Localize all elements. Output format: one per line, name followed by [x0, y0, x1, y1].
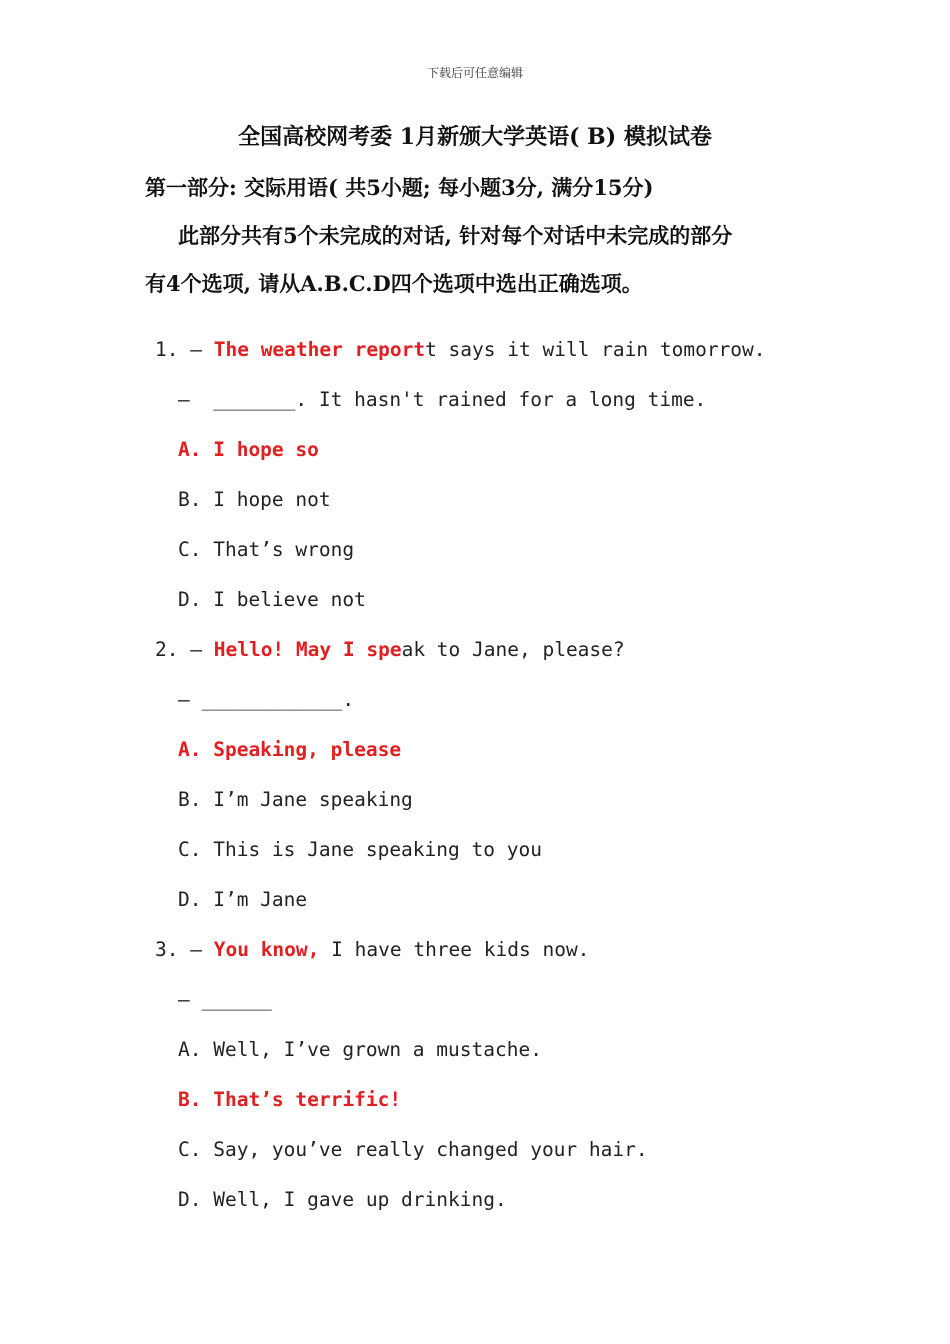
question-1-reply: — _______. It hasn't rained for a long time. — [178, 388, 707, 411]
question-1-option-b: B. I hope not — [178, 488, 331, 511]
question-3-prompt — [155, 938, 589, 961]
highlighted-text: You know, — [213, 938, 320, 961]
highlighted-text: Hello! May I spe — [213, 638, 402, 661]
question-3-option-a: A. Well, I’ve grown a mustache. — [178, 1038, 542, 1061]
document-title: 全国高校网考委 1月新颁大学英语( B) 模拟试卷 — [238, 124, 712, 150]
question-1-option-d: D. I believe not — [178, 588, 366, 611]
question-2-option-d: D. I’m Jane — [178, 888, 308, 911]
section-heading: 第一部分: 交际用语( 共5小题; 每小题3分, 满分15分) — [145, 175, 654, 200]
question-1-option-c: C. That’s wrong — [178, 538, 355, 561]
question-2-option-a: A. Speaking, please — [178, 738, 402, 761]
question-number: 3. — [155, 938, 179, 961]
dash: — — [190, 338, 202, 361]
page-header-note: 下载后可任意编辑 — [426, 66, 523, 80]
question-1-option-a: A. I hope so — [178, 438, 319, 461]
prompt-text: I have three kids now. — [319, 938, 590, 961]
prompt-text: t says it will rain tomorrow. — [425, 338, 766, 361]
section-instruction-line1: 此部分共有5个未完成的对话, 针对每个对话中未完成的部分 — [178, 223, 733, 248]
dash: — — [190, 638, 202, 661]
question-number: 2. — [155, 638, 179, 661]
highlighted-text: The weather report — [213, 338, 426, 361]
question-3-reply: — ______ — [178, 988, 272, 1011]
section-instruction-line2: 有4个选项, 请从A.B.C.D四个选项中选出正确选项。 — [145, 271, 643, 296]
question-3-option-d: D. Well, I gave up drinking. — [178, 1188, 507, 1211]
prompt-text: ak to Jane, please? — [401, 638, 625, 661]
question-3-option-c: C. Say, you’ve really changed your hair. — [178, 1138, 648, 1161]
question-2-prompt — [155, 638, 625, 661]
question-2-option-b: B. I’m Jane speaking — [178, 788, 413, 811]
question-2-reply: — ____________. — [178, 688, 355, 711]
question-1-prompt — [155, 338, 766, 361]
dash: — — [190, 938, 202, 961]
question-3-option-b: B. That’s terrific! — [178, 1088, 402, 1111]
question-2-option-c: C. This is Jane speaking to you — [178, 838, 542, 861]
question-number: 1. — [155, 338, 179, 361]
